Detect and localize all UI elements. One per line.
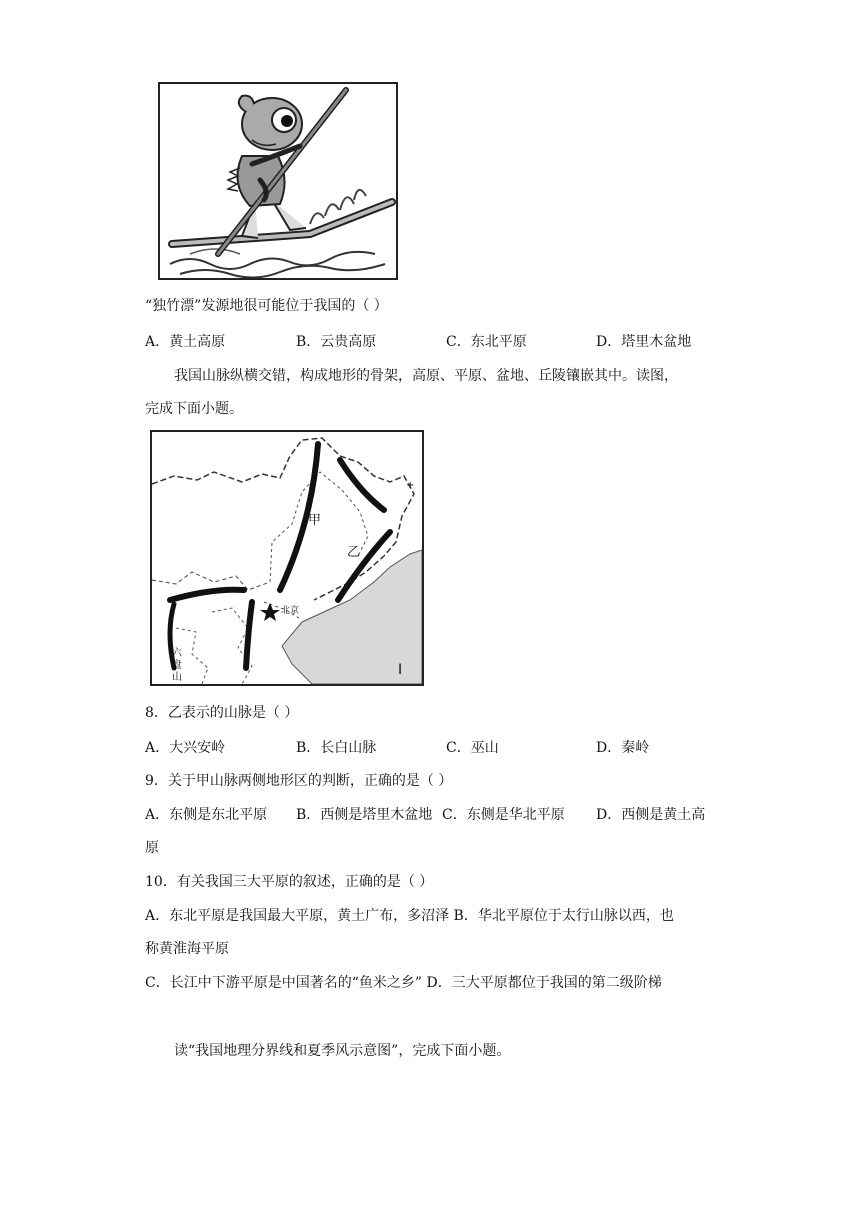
q9-option-b[interactable]: B．西侧是塔里木盆地 (296, 807, 433, 823)
passage-monsoon: 读“我国地理分界线和夏季风示意图”，完成下面小题。 (174, 1043, 511, 1059)
q10-options-line-1[interactable]: A．东北平原是我国最大平原，黄土广布，多沼泽 B．华北平原位于太行山脉以西，也 (145, 908, 674, 924)
map-mark: I (398, 662, 403, 678)
q9-option-d[interactable]: D．西侧是黄土高 (596, 807, 706, 823)
map-label-shan: 山 (172, 672, 182, 683)
q8-option-a[interactable]: A．大兴安岭 (145, 740, 226, 756)
question-stem-raft: “独竹漂”发源地很可能位于我国的（ ） (145, 298, 388, 314)
q9-option-c[interactable]: C．东侧是华北平原 (442, 807, 565, 823)
question-9-stem: 9．关于甲山脉两侧地形区的判断，正确的是（ ） (145, 773, 453, 789)
map-label-pan: 盘 (172, 660, 182, 671)
mountains-map (150, 430, 424, 686)
passage-mountains-line-1: 我国山脉纵横交错，构成地形的骨架，高原、平原、盆地、丘陵镶嵌其中。读图， (174, 368, 678, 384)
beijing-star-icon (260, 603, 280, 621)
q10-options-line-3[interactable]: C．长江中下游平原是中国著名的“鱼米之乡” D．三大平原都位于我国的第二级阶梯 (145, 975, 662, 991)
map-label-yi: 乙 (347, 545, 361, 560)
map-mark-ne: + (406, 480, 415, 491)
q9-option-d-wrap: 原 (145, 840, 159, 856)
mountain-line-west (170, 590, 244, 600)
option-b[interactable]: B．云贵高原 (296, 334, 377, 350)
mountains-map-drawing (152, 432, 422, 684)
mountain-line-northeast (340, 460, 384, 510)
map-label-liu: 六 (172, 648, 182, 659)
q9-option-a[interactable]: A．东侧是东北平原 (145, 807, 268, 823)
question-10-stem: 10．有关我国三大平原的叙述，正确的是（ ） (145, 874, 434, 890)
question-8-stem: 8．乙表示的山脉是（ ） (145, 705, 299, 721)
q8-option-d[interactable]: D．秦岭 (596, 740, 650, 756)
option-d[interactable]: D．塔里木盆地 (596, 334, 692, 350)
bamboo-rafting-illustration (158, 82, 398, 280)
q8-option-b[interactable]: B．长白山脉 (296, 740, 377, 756)
rafting-drawing (160, 84, 396, 278)
mountain-line-taihang (246, 602, 252, 668)
map-label-jia: 甲 (308, 513, 322, 528)
q8-option-c[interactable]: C．巫山 (446, 740, 499, 756)
option-c[interactable]: C．东北平原 (446, 334, 527, 350)
option-a[interactable]: A．黄土高原 (145, 334, 226, 350)
passage-mountains-line-2: 完成下面小题。 (145, 401, 243, 417)
map-label-beijing: 北京 (281, 606, 300, 616)
q10-options-line-2: 称黄淮海平原 (145, 941, 229, 957)
